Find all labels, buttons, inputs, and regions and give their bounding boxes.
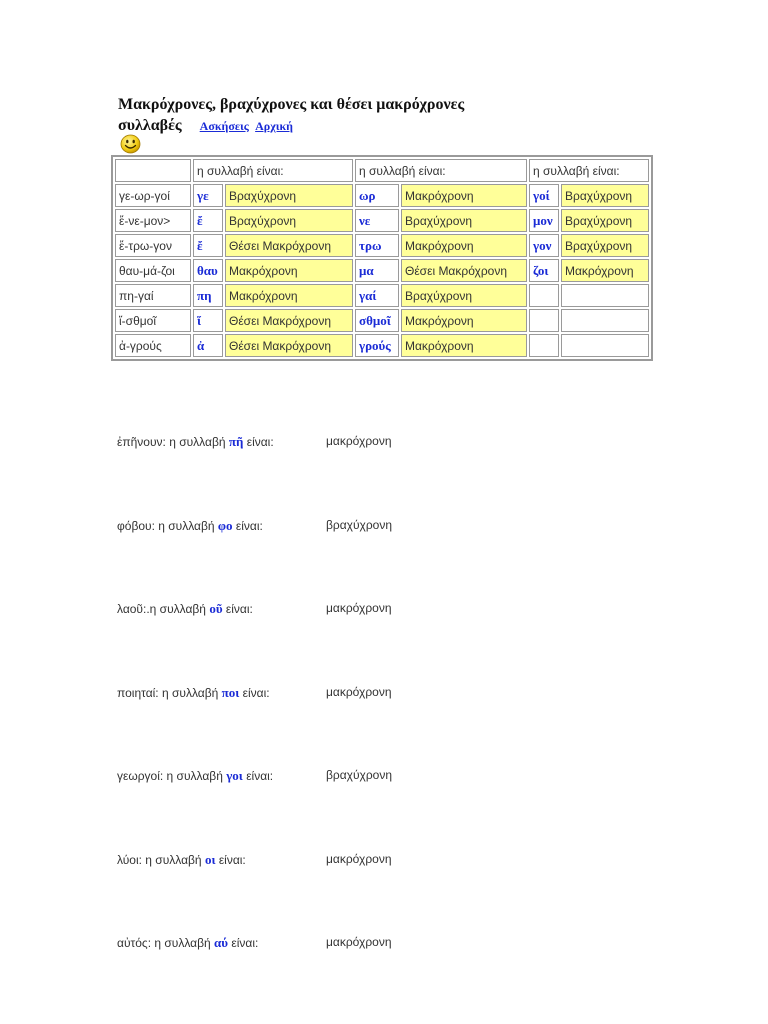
table-header-row [115,159,649,182]
empty-cell [561,334,649,357]
exercise-answer: βραχύχρονη [326,518,392,532]
answer-cell: Μακρόχρονη [225,284,353,307]
word-cell: ἀ-γρούς [115,334,191,357]
table-row [115,259,649,282]
answer-cell: Βραχύχρονη [225,209,353,232]
table-row [115,309,649,332]
header-cell: η συλλαβή είναι: [529,159,649,182]
word-cell: ἔ-νε-μον> [115,209,191,232]
exercise-prefix: φόβου: η συλλαβή [117,519,215,533]
table-row [115,334,649,357]
syllable-cell: ἔ [193,209,223,232]
exercise-line [117,601,253,617]
exercise-prefix: λαοῦ:.η συλλαβή [117,602,206,616]
word-cell: γε-ωρ-γοί [115,184,191,207]
syllable-cell: τρω [355,234,399,257]
syllable-cell: γον [529,234,559,257]
answer-cell: Βραχύχρονη [561,209,649,232]
exercise-syllable: φο [217,518,233,533]
title-line-1: Μακρόχρονες, βραχύχρονες και θέσει μακρόχρονες [118,96,465,113]
empty-cell [561,284,649,307]
exercise-answer: μακρόχρονη [326,601,392,615]
word-cell: ἔ-τρω-γον [115,234,191,257]
exercise-syllable: οι [204,852,216,867]
exercise-answer: βραχύχρονη [326,768,392,782]
exercise-syllable: ποι [221,685,240,700]
exercise-line [117,852,246,868]
table-row [115,209,649,232]
exercise-suffix: είναι: [246,435,274,449]
syllable-cell: ἔ [193,234,223,257]
exercise-suffix: είναι: [246,769,274,783]
exercise-suffix: είναι: [235,519,263,533]
title-links [200,119,297,133]
exercise-prefix: ἐπῆνουν: η συλλαβή [117,435,226,449]
syllable-cell: νε [355,209,399,232]
exercise-suffix: είναι: [231,936,259,950]
exercise-answer: μακρόχρονη [326,935,392,949]
syllable-table [111,155,653,361]
header-cell [115,159,191,182]
exercise-syllable: οῦ [209,601,223,616]
word-cell: πη-γαί [115,284,191,307]
syllable-cell: ἵ [193,309,223,332]
syllable-cell: ζοι [529,259,559,282]
header-cell: η συλλαβή είναι: [355,159,527,182]
answer-cell: Μακρόχρονη [401,234,527,257]
exercise-prefix: αὐτός: η συλλαβή [117,936,211,950]
syllable-cell: σθμοῖ [355,309,399,332]
answer-cell: Βραχύχρονη [401,209,527,232]
exercise-line [117,434,274,450]
word-cell: θαυ-μά-ζοι [115,259,191,282]
table-row [115,284,649,307]
page-title [118,94,538,137]
answer-cell: Βραχύχρονη [401,284,527,307]
syllable-cell: μον [529,209,559,232]
exercise-suffix: είναι: [225,602,253,616]
syllable-cell: ἀ [193,334,223,357]
home-link[interactable]: Αρχική [255,119,293,133]
title-line-2: συλλαβές [118,117,182,134]
syllable-cell: θαυ [193,259,223,282]
word-cell: ἵ-σθμοῖ [115,309,191,332]
answer-cell: Θέσει Μακρόχρονη [225,234,353,257]
exercise-syllable: πῆ [228,434,244,449]
empty-cell [561,309,649,332]
header-cell: η συλλαβή είναι: [193,159,353,182]
answer-cell: Βραχύχρονη [225,184,353,207]
exercise-prefix: γεωργοί: η συλλαβή [117,769,223,783]
syllable-cell: γρούς [355,334,399,357]
exercise-line [117,935,258,951]
exercise-suffix: είναι: [218,853,246,867]
syllable-cell: γαί [355,284,399,307]
answer-cell: Βραχύχρονη [561,184,649,207]
empty-cell [529,284,559,307]
table-row [115,184,649,207]
exercise-syllable: αύ [214,935,229,950]
answer-cell: Θέσει Μακρόχρονη [225,309,353,332]
answer-cell: Μακρόχρονη [401,309,527,332]
exercises-link[interactable]: Ασκήσεις [199,119,249,133]
syllable-cell: γε [193,184,223,207]
table-row [115,234,649,257]
answer-cell: Μακρόχρονη [401,184,527,207]
exercise-answer: μακρόχρονη [326,434,392,448]
smiley-icon [120,134,141,154]
answer-cell: Θέσει Μακρόχρονη [401,259,527,282]
exercise-line [117,685,270,701]
answer-cell: Μακρόχρονη [561,259,649,282]
answer-cell: Θέσει Μακρόχρονη [225,334,353,357]
exercise-line [117,768,273,784]
answer-cell: Μακρόχρονη [225,259,353,282]
exercise-line [117,518,263,534]
syllable-cell: πη [193,284,223,307]
exercise-prefix: λύοι: η συλλαβή [117,853,202,867]
exercise-prefix: ποιηταί: η συλλαβή [117,686,219,700]
syllable-cell: ωρ [355,184,399,207]
empty-cell [529,334,559,357]
answer-cell: Μακρόχρονη [401,334,527,357]
exercise-suffix: είναι: [242,686,270,700]
syllable-cell: γοί [529,184,559,207]
exercise-syllable: γοι [226,768,243,783]
exercise-answer: μακρόχρονη [326,685,392,699]
answer-cell: Βραχύχρονη [561,234,649,257]
empty-cell [529,309,559,332]
syllable-cell: μα [355,259,399,282]
exercise-answer: μακρόχρονη [326,852,392,866]
